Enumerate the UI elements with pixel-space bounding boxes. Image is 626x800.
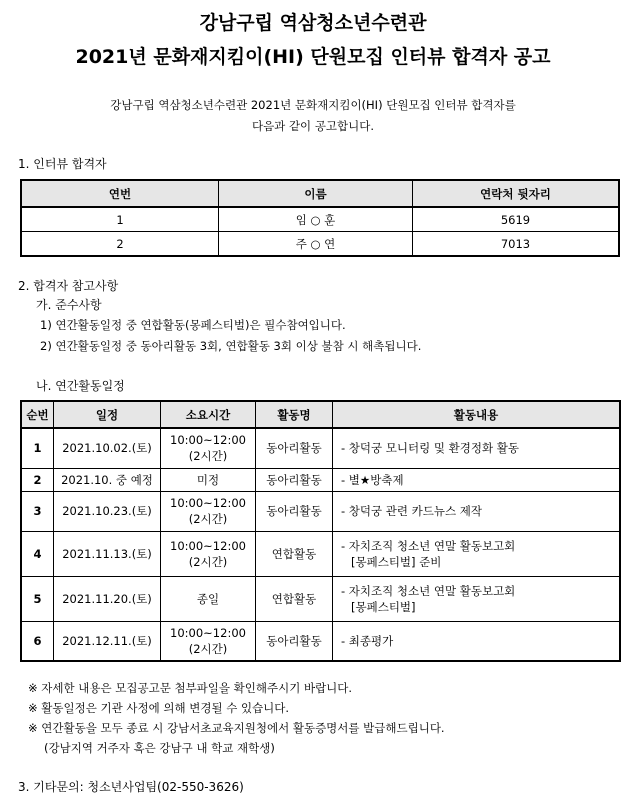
duration-time: 10:00~12:00 (170, 433, 246, 448)
table-header-row (21, 180, 619, 207)
cell-seq: 1 (21, 428, 54, 468)
col-header-content: 활동내용 (333, 401, 621, 428)
cell-content (333, 621, 621, 661)
cell-activity: 동아리활동 (256, 491, 333, 531)
content-line-2: [몽페스티벌] (351, 599, 416, 614)
content-line-2: [몽페스티벌] 준비 (351, 554, 442, 569)
cell-content (333, 491, 621, 531)
table-row (21, 576, 620, 621)
table-row (21, 428, 620, 468)
cell-content (333, 531, 621, 576)
content-line-1: - 최종평가 (341, 633, 394, 648)
cell-phone: 5619 (413, 207, 620, 232)
annual-schedule-table (20, 400, 621, 662)
interview-passers-table (20, 179, 620, 257)
cell-seq: 3 (21, 491, 54, 531)
cell-activity: 연합활동 (256, 531, 333, 576)
cell-duration (161, 428, 256, 468)
cell-date: 2021.12.11.(토) (54, 621, 161, 661)
cell-phone: 7013 (413, 232, 620, 257)
note-2: ※ 활동일정은 기관 사정에 의해 변경될 수 있습니다. (28, 701, 290, 715)
content-line-1: - 창덕궁 관련 카드뉴스 제작 (341, 504, 482, 518)
col-header-date: 일정 (54, 401, 161, 428)
cell-date: 2021.10.02.(토) (54, 428, 161, 468)
cell-date: 2021.11.20.(토) (54, 576, 161, 621)
section3-contact: 3. 기타문의: 청소년사업팀(02-550-3626) (18, 780, 244, 794)
cell-date: 2021.10. 중 예정 (54, 468, 161, 491)
intro-line-1: 강남구립 역삼청소년수련관 2021년 문화재지킴이(HI) 단원모집 인터뷰 합격자를 (110, 98, 516, 112)
table-header-row (21, 401, 620, 428)
duration-time: 종일 (196, 591, 220, 606)
org-title: 강남구립 역삼청소년수련관 (199, 12, 427, 34)
table-row (21, 468, 620, 491)
cell-duration (161, 576, 256, 621)
cell-activity: 동아리활동 (256, 428, 333, 468)
cell-name: 주 ○ 연 (219, 232, 413, 257)
intro-line-2: 다음과 같이 공고합니다. (251, 119, 375, 133)
cell-date: 2021.10.23.(토) (54, 491, 161, 531)
cell-seq: 6 (21, 621, 54, 661)
cell-no: 1 (21, 207, 219, 232)
table-row (21, 491, 620, 531)
col-header-phone: 연락처 뒷자리 (413, 180, 620, 207)
content-line-1: - 별★방축제 (341, 472, 404, 487)
cell-duration (161, 491, 256, 531)
content-line-1: - 창덕궁 모니터링 및 환경정화 활동 (341, 441, 519, 456)
page-title: 2021년 문화재지킴이(HI) 단원모집 인터뷰 합격자 공고 (75, 46, 551, 68)
content-line-1: - 자치조직 청소년 연말 활동보고회 (341, 538, 516, 553)
rule-1: 1) 연간활동일정 중 연합활동(몽페스티벌)은 필수참여입니다. (40, 318, 346, 332)
col-header-name: 이름 (219, 180, 413, 207)
table-row (21, 621, 620, 661)
duration-hours: (2시간) (188, 512, 228, 526)
cell-duration (161, 468, 256, 491)
cell-seq: 2 (21, 468, 54, 491)
cell-no: 2 (21, 232, 219, 257)
note-3-detail: (강남지역 거주자 혹은 강남구 내 학교 재학생) (44, 741, 275, 755)
cell-date: 2021.11.13.(토) (54, 531, 161, 576)
col-header-duration: 소요시간 (161, 401, 256, 428)
section2-heading: 2. 합격자 참고사항 (18, 279, 119, 293)
duration-hours: (2시간) (188, 449, 228, 464)
content-line-1: - 자치조직 청소년 연말 활동보고회 (341, 583, 516, 598)
table-row (21, 531, 620, 576)
duration-hours: (2시간) (188, 641, 228, 656)
cell-content (333, 576, 621, 621)
rule-2: 2) 연간활동일정 중 동아리활동 3회, 연합활동 3회 이상 불참 시 해촉됩니다. (40, 339, 422, 353)
cell-seq: 4 (21, 531, 54, 576)
table-row (21, 207, 619, 232)
section1-heading: 1. 인터뷰 합격자 (18, 157, 107, 171)
cell-activity: 연합활동 (256, 576, 333, 621)
cell-seq: 5 (21, 576, 54, 621)
col-header-no: 연번 (21, 180, 219, 207)
note-1: ※ 자세한 내용은 모집공고문 첨부파일을 확인해주시기 바랍니다. (28, 681, 353, 695)
duration-time: 10:00~12:00 (170, 496, 246, 510)
duration-time: 미정 (196, 472, 220, 487)
col-header-seq: 순번 (21, 401, 54, 428)
cell-duration (161, 531, 256, 576)
cell-content (333, 468, 621, 491)
cell-duration (161, 621, 256, 661)
table-row (21, 232, 619, 257)
subsection-a-heading: 가. 준수사항 (36, 298, 102, 312)
col-header-activity: 활동명 (256, 401, 333, 428)
duration-hours: (2시간) (188, 554, 228, 569)
cell-name: 임 ○ 훈 (219, 207, 413, 232)
subsection-b-heading: 나. 연간활동일정 (36, 379, 125, 393)
cell-activity: 동아리활동 (256, 468, 333, 491)
duration-time: 10:00~12:00 (170, 538, 246, 553)
duration-time: 10:00~12:00 (170, 625, 246, 640)
cell-content (333, 428, 621, 468)
note-3: ※ 연간활동을 모두 종료 시 강남서초교육지원청에서 활동증명서를 발급해드립니다. (28, 721, 445, 735)
cell-activity: 동아리활동 (256, 621, 333, 661)
